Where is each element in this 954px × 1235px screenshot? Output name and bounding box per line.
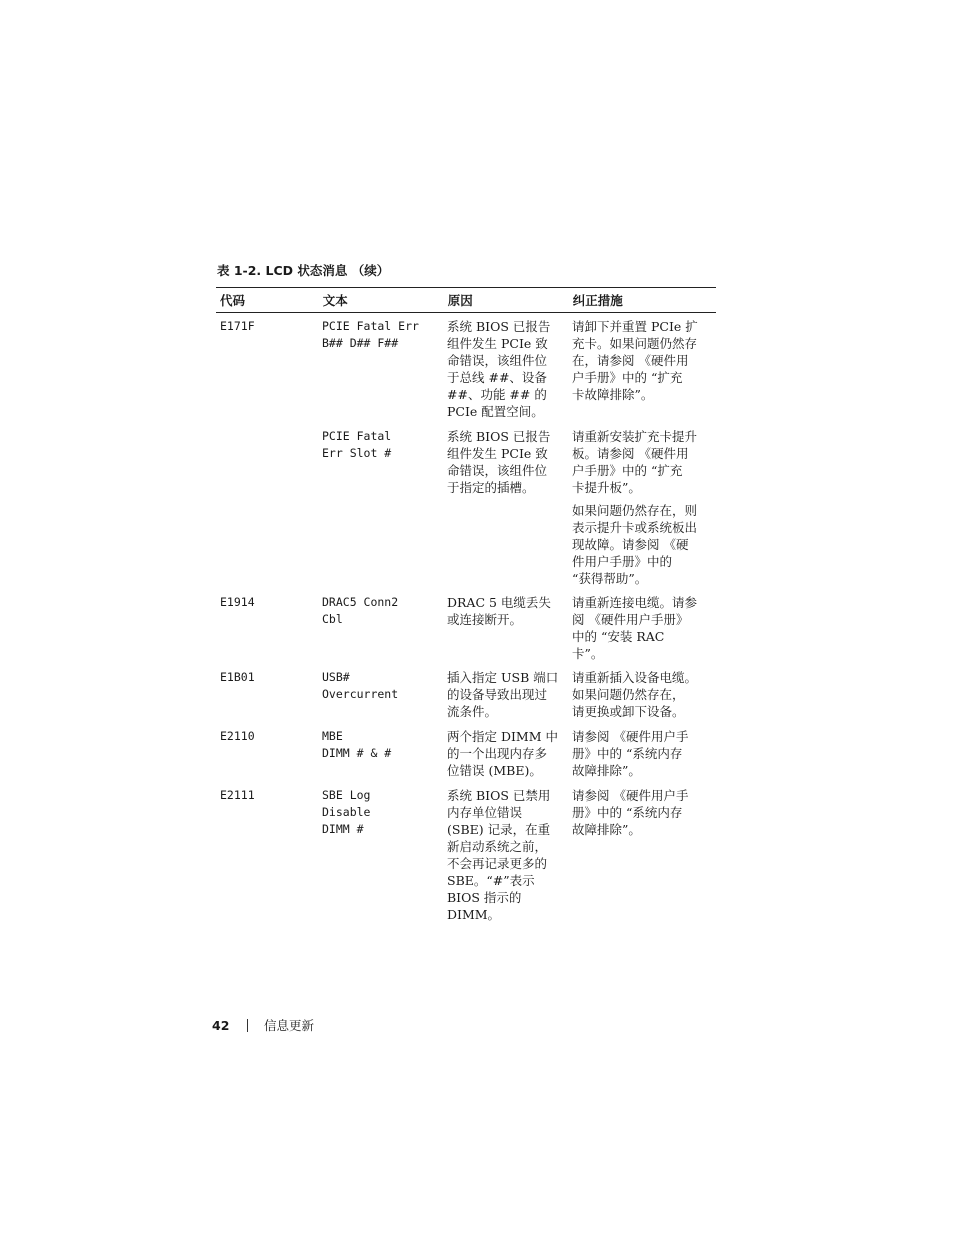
code-cell bbox=[216, 428, 318, 587]
action-cell bbox=[568, 787, 716, 923]
text-cell: PCIE Fatal Err Slot # bbox=[322, 429, 392, 460]
table-header bbox=[216, 288, 716, 313]
text-cell: USB# Overcurrent bbox=[322, 670, 399, 701]
table-row bbox=[216, 594, 716, 662]
code-cell: E2111 bbox=[220, 788, 255, 802]
table-caption: 表 1-2. LCD 状态消息 （续） bbox=[217, 263, 390, 278]
cause-cell: DRAC 5 电缆丢失 或连接断开。 bbox=[447, 595, 551, 627]
action-cell bbox=[568, 318, 716, 420]
header-text: 文本 bbox=[322, 293, 348, 308]
table-row bbox=[216, 728, 716, 779]
table-row bbox=[216, 787, 716, 923]
action-paragraph: 请重新连接电缆。请参 阅 《硬件用户手册》 中的 “安装 RAC 卡”。 bbox=[572, 595, 698, 661]
text-cell: PCIE Fatal Err B## D## F## bbox=[322, 319, 419, 350]
cause-cell: 插入指定 USB 端口 的设备导致出现过 流条件。 bbox=[447, 670, 559, 719]
text-cell: MBE DIMM # & # bbox=[322, 729, 392, 760]
cause-cell: 系统 BIOS 已报告 组件发生 PCIe 致 命错误，该组件位 于总线 ##、设备 ##、功能 ## 的 PCIe 配置空间。 bbox=[447, 319, 551, 419]
page-footer bbox=[212, 1016, 314, 1034]
action-paragraph: 请参阅 《硬件用户手 册》中的 “系统内存 故障排除”。 bbox=[572, 788, 689, 837]
footer-divider bbox=[247, 1019, 248, 1032]
action-cell bbox=[568, 428, 716, 587]
table-row bbox=[216, 318, 716, 420]
code-cell: E2110 bbox=[220, 729, 255, 743]
action-paragraph: 请卸下并重置 PCIe 扩 充卡。如果问题仍然存 在，请参阅 《硬件用 户手册》中的 “扩充 卡故障排除”。 bbox=[572, 319, 698, 402]
action-cell bbox=[568, 669, 716, 720]
cause-cell: 系统 BIOS 已禁用 内存单位错误 (SBE) 记录，在重 新启动系统之前， 不会再记录更多的 SBE。“#”表示 BIOS 指示的 DIMM。 bbox=[447, 788, 551, 922]
table-row bbox=[216, 669, 716, 720]
page-number: 42 bbox=[212, 1017, 230, 1033]
header-cause: 原因 bbox=[447, 293, 473, 308]
code-cell: E1914 bbox=[220, 595, 255, 609]
header-code: 代码 bbox=[220, 293, 246, 308]
cause-cell: 两个指定 DIMM 中 的一个出现内存多 位错误 (MBE)。 bbox=[447, 729, 559, 778]
action-paragraph: 请重新安装扩充卡提升 板。请参阅 《硬件用 户手册》中的 “扩充 卡提升板”。 bbox=[572, 429, 698, 495]
code-cell: E1B01 bbox=[220, 670, 255, 684]
text-cell: SBE Log Disable DIMM # bbox=[322, 788, 371, 836]
action-paragraph: 请参阅 《硬件用户手 册》中的 “系统内存 故障排除”。 bbox=[572, 729, 689, 778]
text-cell: DRAC5 Conn2 Cbl bbox=[322, 595, 399, 626]
code-cell: E171F bbox=[220, 319, 255, 333]
action-paragraph: 如果问题仍然存在，则 表示提升卡或系统板出 现故障。请参阅 《硬 件用户手册》中的 “获得帮助”。 bbox=[572, 503, 698, 586]
table-row bbox=[216, 428, 716, 587]
lcd-status-table bbox=[216, 287, 716, 923]
section-title: 信息更新 bbox=[264, 1018, 315, 1033]
action-cell bbox=[568, 728, 716, 779]
action-paragraph: 请重新插入设备电缆。 如果问题仍然存在， 请更换或卸下设备。 bbox=[572, 670, 698, 719]
cause-cell: 系统 BIOS 已报告 组件发生 PCIe 致 命错误，该组件位 于指定的插槽。 bbox=[447, 429, 551, 495]
header-action: 纠正措施 bbox=[572, 293, 623, 308]
action-cell bbox=[568, 594, 716, 662]
